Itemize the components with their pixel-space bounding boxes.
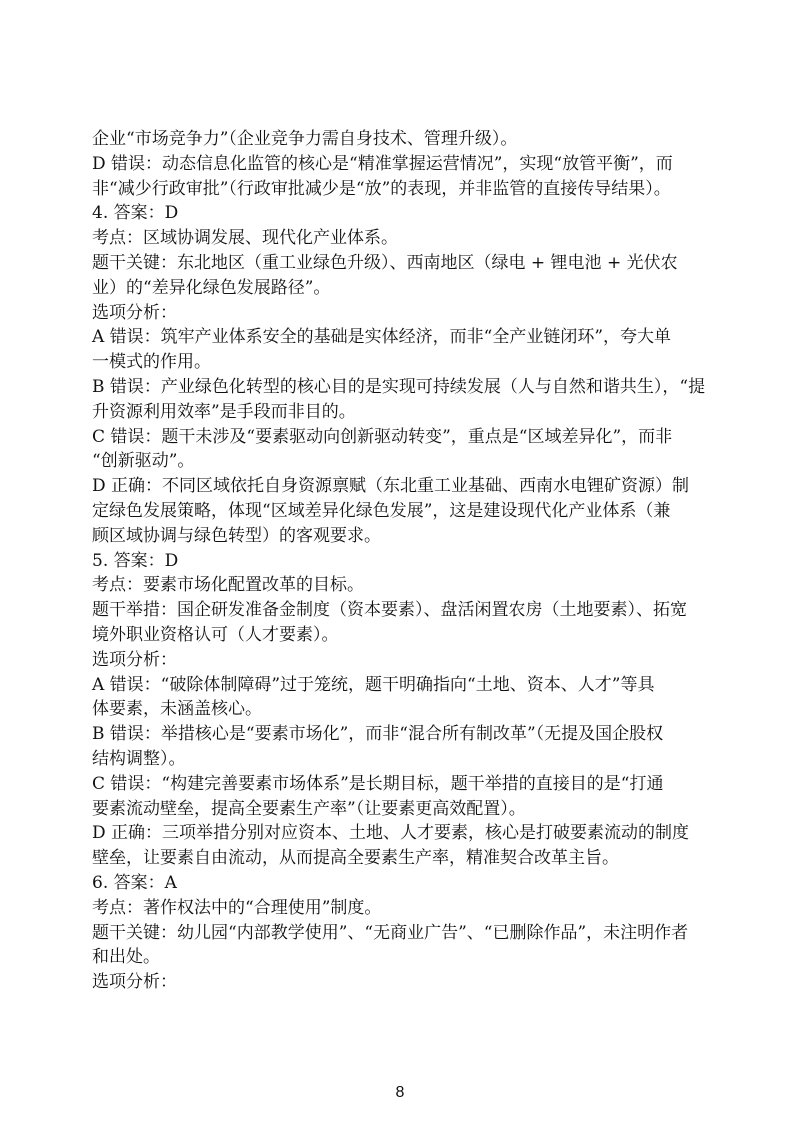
text-line: 体要素，未涵盖核心。 — [92, 699, 262, 720]
text-line: 选项分析： — [92, 972, 177, 993]
text-line: 考点：要素市场化配置改革的目标。 — [92, 575, 364, 596]
document-body — [92, 127, 712, 995]
text-line: 壁垒，让要素自由流动，从而提高全要素生产率，精准契合改革主旨。 — [92, 848, 619, 869]
text-line: 题干关键：东北地区（重工业绿色升级）、西南地区（绿电 + 锂电池 + 光伏农 — [92, 252, 678, 273]
answer-heading: 5. 答案：D — [92, 550, 179, 571]
text-line: 题干举措：国企研发准备金制度（资本要素）、盘活闲置农房（土地要素）、拓宽 — [92, 600, 687, 621]
text-line: C 错误：题干未涉及“要素驱动向创新驱动转变”，重点是“区域差异化”，而非 — [92, 426, 673, 447]
text-line: 结构调整）。 — [92, 748, 186, 769]
text-line: 考点：区域协调发展、现代化产业体系。 — [92, 228, 398, 249]
text-line: D 正确：不同区域依托自身资源禀赋（东北重工业基础、西南水电锂矿资源）制 — [92, 476, 690, 497]
text-line: 题干关键：幼儿园“内部教学使用”、“无商业广告”、“已删除作品”，未注明作者 — [92, 922, 689, 943]
text-line: B 错误：产业绿色化转型的核心目的是实现可持续发展（人与自然和谐共生），“提 — [92, 376, 706, 397]
text-line: D 错误：动态信息化监管的核心是“精准掌握运营情况”，实现“放管平衡”，而 — [92, 153, 673, 174]
text-line: 业）的“差异化绿色发展路径”。 — [92, 277, 331, 298]
text-line: C 错误：“构建完善要素市场体系”是长期目标，题干举措的直接目的是“打通 — [92, 773, 664, 794]
text-line: 考点：著作权法中的“合理使用”制度。 — [92, 897, 382, 918]
text-line: “创新驱动”。 — [92, 451, 195, 472]
text-line: 境外职业资格认可（人才要素）。 — [92, 624, 339, 645]
answer-heading: 6. 答案：A — [92, 872, 177, 893]
page-number: 8 — [395, 1084, 405, 1101]
text-line: 一模式的作用。 — [92, 352, 211, 373]
text-line: B 错误：举措核心是“要素市场化”，而非“混合所有制改革”（无提及国企股权 — [92, 724, 664, 745]
answer-heading: 4. 答案：D — [92, 203, 179, 224]
text-line: 要素流动壁垒，提高全要素生产率”（让要素更高效配置）。 — [92, 798, 526, 819]
text-line: 非“减少行政审批”（行政审批减少是“放”的表现，并非监管的直接传导结果）。 — [92, 178, 671, 199]
text-line: 定绿色发展策略，体现“区域差异化绿色发展”，这是建设现代化产业体系（兼 — [92, 500, 671, 521]
text-line: D 正确：三项举措分别对应资本、土地、人才要素，核心是打破要素流动的制度 — [92, 823, 690, 844]
text-line: 升资源利用效率”是手段而非目的。 — [92, 401, 356, 422]
text-line: A 错误：筑牢产业体系安全的基础是实体经济，而非“全产业链闭环”，夸大单 — [92, 327, 672, 348]
text-line: 顾区域协调与绿色转型）的客观要求。 — [92, 525, 381, 546]
text-line: 企业“市场竞争力”（企业竞争力需自身技术、管理升级）。 — [92, 129, 518, 149]
text-line: 选项分析： — [92, 302, 177, 323]
text-line: 和出处。 — [92, 947, 160, 968]
text-line: 选项分析： — [92, 649, 177, 670]
text-line: A 错误：“破除体制障碍”过于笼统，题干明确指向“土地、资本、人才”等具 — [92, 674, 655, 695]
